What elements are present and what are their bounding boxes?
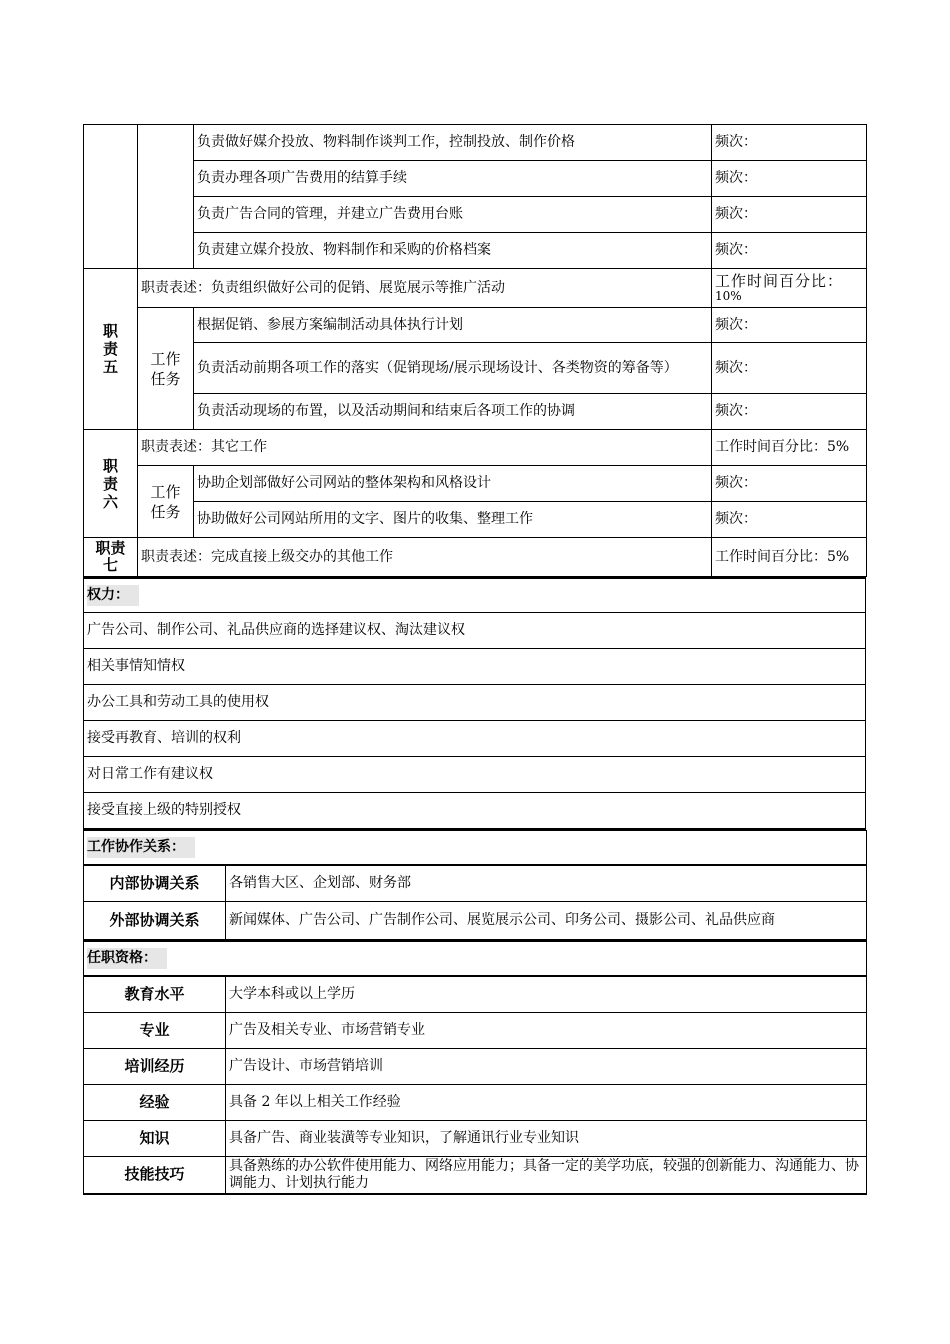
qualification-row (84, 1156, 867, 1194)
qualification-label: 技能技巧 (84, 1156, 226, 1194)
duty4-label-cell (84, 125, 138, 269)
cooperation-header-row (84, 830, 867, 865)
power-item: 接受直接上级的特别授权 (84, 792, 866, 829)
task-frequency: 频次： (712, 394, 867, 430)
cooperation-title: 工作协作关系： (87, 837, 195, 858)
duty5-statement-row (84, 269, 867, 308)
qualification-header-row (84, 942, 867, 976)
duty4-task-row (84, 197, 867, 233)
task-text: 负责办理各项广告费用的结算手续 (194, 161, 712, 197)
power-item-row (84, 756, 866, 792)
task-text: 根据促销、参展方案编制活动具体执行计划 (194, 308, 712, 343)
job-description-document (83, 124, 866, 1195)
duty5-task-label: 工作任务 (138, 308, 194, 430)
task-text: 负责活动前期各项工作的落实（促销现场/展示现场设计、各类物资的筹备等） (194, 343, 712, 394)
duty5-label: 职责五 (84, 269, 138, 430)
qualification-table (83, 941, 867, 1195)
task-text: 负责做好媒介投放、物料制作谈判工作，控制投放、制作价格 (194, 125, 712, 161)
duty6-task-row (84, 502, 867, 538)
task-text: 负责广告合同的管理，并建立广告费用台账 (194, 197, 712, 233)
task-text: 负责活动现场的布置，以及活动期间和结束后各项工作的协调 (194, 394, 712, 430)
qualification-row (84, 1048, 867, 1084)
qualification-row (84, 1012, 867, 1048)
cooperation-row (84, 865, 867, 901)
power-item-row (84, 720, 866, 756)
qualification-label: 知识 (84, 1120, 226, 1156)
cooperation-row (84, 901, 867, 940)
duty4-task-row (84, 125, 867, 161)
duty5-percent-label: 工作时间百分比： (715, 272, 844, 290)
duty6-label: 职责六 (84, 430, 138, 538)
qualification-title: 任职资格： (87, 948, 167, 969)
qualification-label: 教育水平 (84, 976, 226, 1013)
duty5-statement: 职责表述：负责组织做好公司的促销、展览展示等推广活动 (138, 269, 712, 308)
qualification-value: 广告及相关专业、市场营销专业 (226, 1012, 867, 1048)
power-header-row (84, 578, 866, 612)
qualification-row (84, 976, 867, 1013)
duty7-label: 职责七 (84, 538, 138, 577)
power-header (84, 578, 866, 612)
qualification-label: 专业 (84, 1012, 226, 1048)
duty6-task-row (84, 466, 867, 502)
task-frequency: 频次： (712, 125, 867, 161)
duty6-task-label: 工作任务 (138, 466, 194, 538)
duty6-statement: 职责表述：其它工作 (138, 430, 712, 466)
task-frequency: 频次： (712, 466, 867, 502)
qualification-value: 广告设计、市场营销培训 (226, 1048, 867, 1084)
power-item-row (84, 792, 866, 829)
duties-table (83, 124, 867, 577)
power-item: 对日常工作有建议权 (84, 756, 866, 792)
power-item-row (84, 648, 866, 684)
duty4-task-row (84, 233, 867, 269)
cooperation-table (83, 830, 867, 942)
cooperation-value: 各销售大区、企划部、财务部 (226, 865, 867, 901)
duty5-percent (712, 269, 867, 308)
duty7-row (84, 538, 867, 577)
power-title: 权力： (87, 585, 139, 606)
duty5-task-row (84, 394, 867, 430)
power-item: 办公工具和劳动工具的使用权 (84, 684, 866, 720)
qualification-label: 经验 (84, 1084, 226, 1120)
task-frequency: 频次： (712, 502, 867, 538)
power-item: 接受再教育、培训的权利 (84, 720, 866, 756)
duty7-percent: 工作时间百分比：5% (712, 538, 867, 577)
duty5-task-row (84, 308, 867, 343)
duty7-statement: 职责表述：完成直接上级交办的其他工作 (138, 538, 712, 577)
duty5-percent-value: 10% (715, 289, 742, 303)
task-frequency: 频次： (712, 161, 867, 197)
duty6-statement-row (84, 430, 867, 466)
qualification-row (84, 1120, 867, 1156)
cooperation-value: 新闻媒体、广告公司、广告制作公司、展览展示公司、印务公司、摄影公司、礼品供应商 (226, 901, 867, 940)
qualification-header (84, 942, 867, 976)
qualification-value: 具备广告、商业装潢等专业知识，了解通讯行业专业知识 (226, 1120, 867, 1156)
cooperation-label: 内部协调关系 (84, 865, 226, 901)
task-frequency: 频次： (712, 197, 867, 233)
task-text: 负责建立媒介投放、物料制作和采购的价格档案 (194, 233, 712, 269)
power-item: 广告公司、制作公司、礼品供应商的选择建议权、淘汰建议权 (84, 612, 866, 648)
duty6-percent: 工作时间百分比：5% (712, 430, 867, 466)
task-frequency: 频次： (712, 343, 867, 394)
qualification-label: 培训经历 (84, 1048, 226, 1084)
cooperation-label: 外部协调关系 (84, 901, 226, 940)
duty4-task-label-cell (138, 125, 194, 269)
qualification-value: 具备 2 年以上相关工作经验 (226, 1084, 867, 1120)
cooperation-header (84, 830, 867, 865)
power-item-row (84, 612, 866, 648)
task-frequency: 频次： (712, 233, 867, 269)
qualification-row (84, 1084, 867, 1120)
power-item-row (84, 684, 866, 720)
duty4-task-row (84, 161, 867, 197)
task-text: 协助企划部做好公司网站的整体架构和风格设计 (194, 466, 712, 502)
qualification-value: 具备熟练的办公软件使用能力、网络应用能力；具备一定的美学功底，较强的创新能力、沟通能力、协调能力、计划执行能力 (226, 1156, 867, 1194)
task-text: 协助做好公司网站所用的文字、图片的收集、整理工作 (194, 502, 712, 538)
qualification-value: 大学本科或以上学历 (226, 976, 867, 1013)
power-item: 相关事情知情权 (84, 648, 866, 684)
task-frequency: 频次： (712, 308, 867, 343)
power-table (83, 577, 866, 830)
duty5-task-row (84, 343, 867, 394)
